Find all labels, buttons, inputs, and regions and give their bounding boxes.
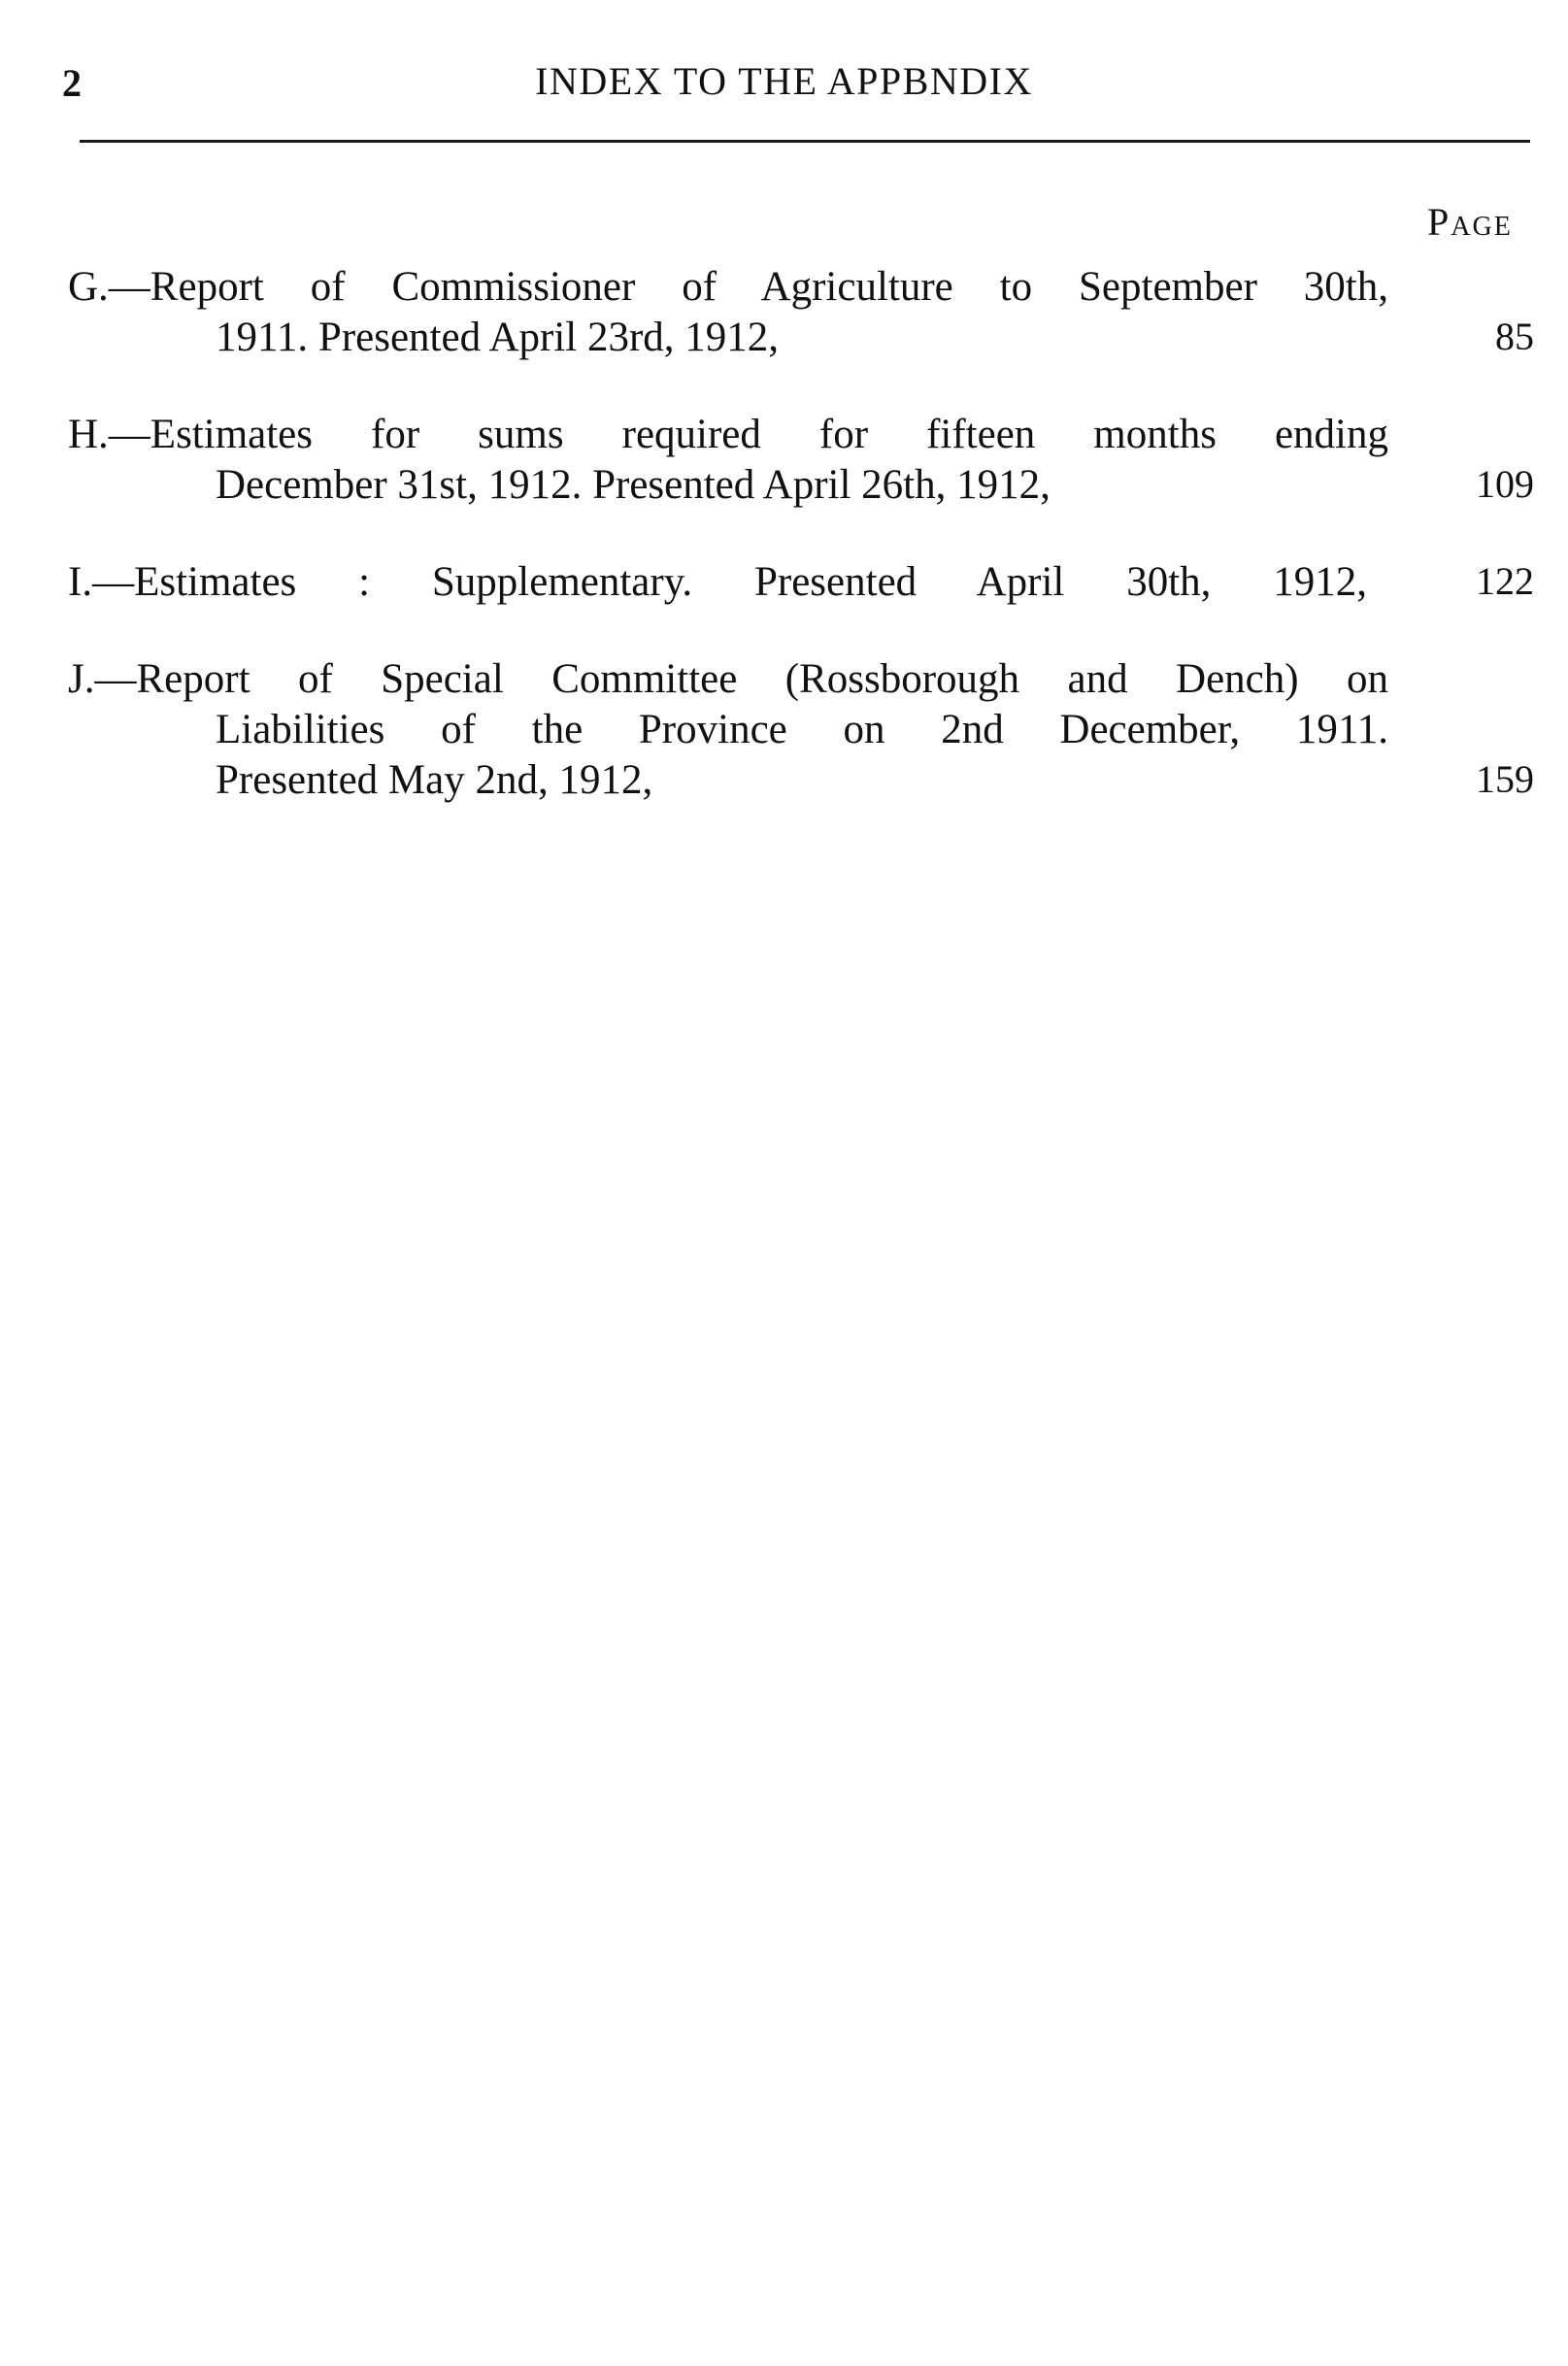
index-entry-i	[68, 557, 1534, 608]
entry-line-text: December 31st, 1912. Presented April 26th, 1912,	[216, 462, 1051, 508]
entry-line	[68, 262, 1534, 313]
entry-line	[68, 654, 1534, 705]
entry-line-text: Liabilities of the Province on 2nd December, 1911.	[216, 707, 1388, 752]
entry-line	[68, 755, 1534, 806]
running-head: INDEX TO THE APPBNDIX	[535, 59, 1033, 103]
entry-line	[68, 705, 1534, 755]
entry-line	[68, 410, 1534, 460]
entry-line-text: J.—Report of Special Committee (Rossborough and Dench) on	[68, 656, 1388, 702]
index-entry-h	[68, 410, 1534, 511]
index-entries	[68, 262, 1534, 806]
entry-page-number: 122	[1476, 559, 1534, 603]
entry-page-number: 159	[1476, 757, 1534, 801]
entry-page-number: 85	[1495, 315, 1534, 358]
entry-page-number: 109	[1476, 462, 1534, 506]
entry-line	[68, 557, 1534, 608]
entry-line-text: H.—Estimates for sums required for fifteen months ending	[68, 412, 1388, 457]
index-entry-g	[68, 262, 1534, 363]
entry-line	[68, 460, 1534, 511]
page-column-label: Page	[1427, 200, 1513, 244]
header-rule	[80, 140, 1530, 143]
page-number: 2	[62, 61, 82, 105]
entry-line-text: Presented May 2nd, 1912,	[216, 757, 653, 803]
entry-line-text: I.—Estimates : Supplementary. Presented April 30th, 1912,	[68, 559, 1367, 605]
entry-line	[68, 313, 1534, 363]
entry-line-text: G.—Report of Commissioner of Agriculture to September 30th,	[68, 264, 1388, 310]
index-entry-j	[68, 654, 1534, 806]
entry-line-text: 1911. Presented April 23rd, 1912,	[216, 315, 780, 360]
